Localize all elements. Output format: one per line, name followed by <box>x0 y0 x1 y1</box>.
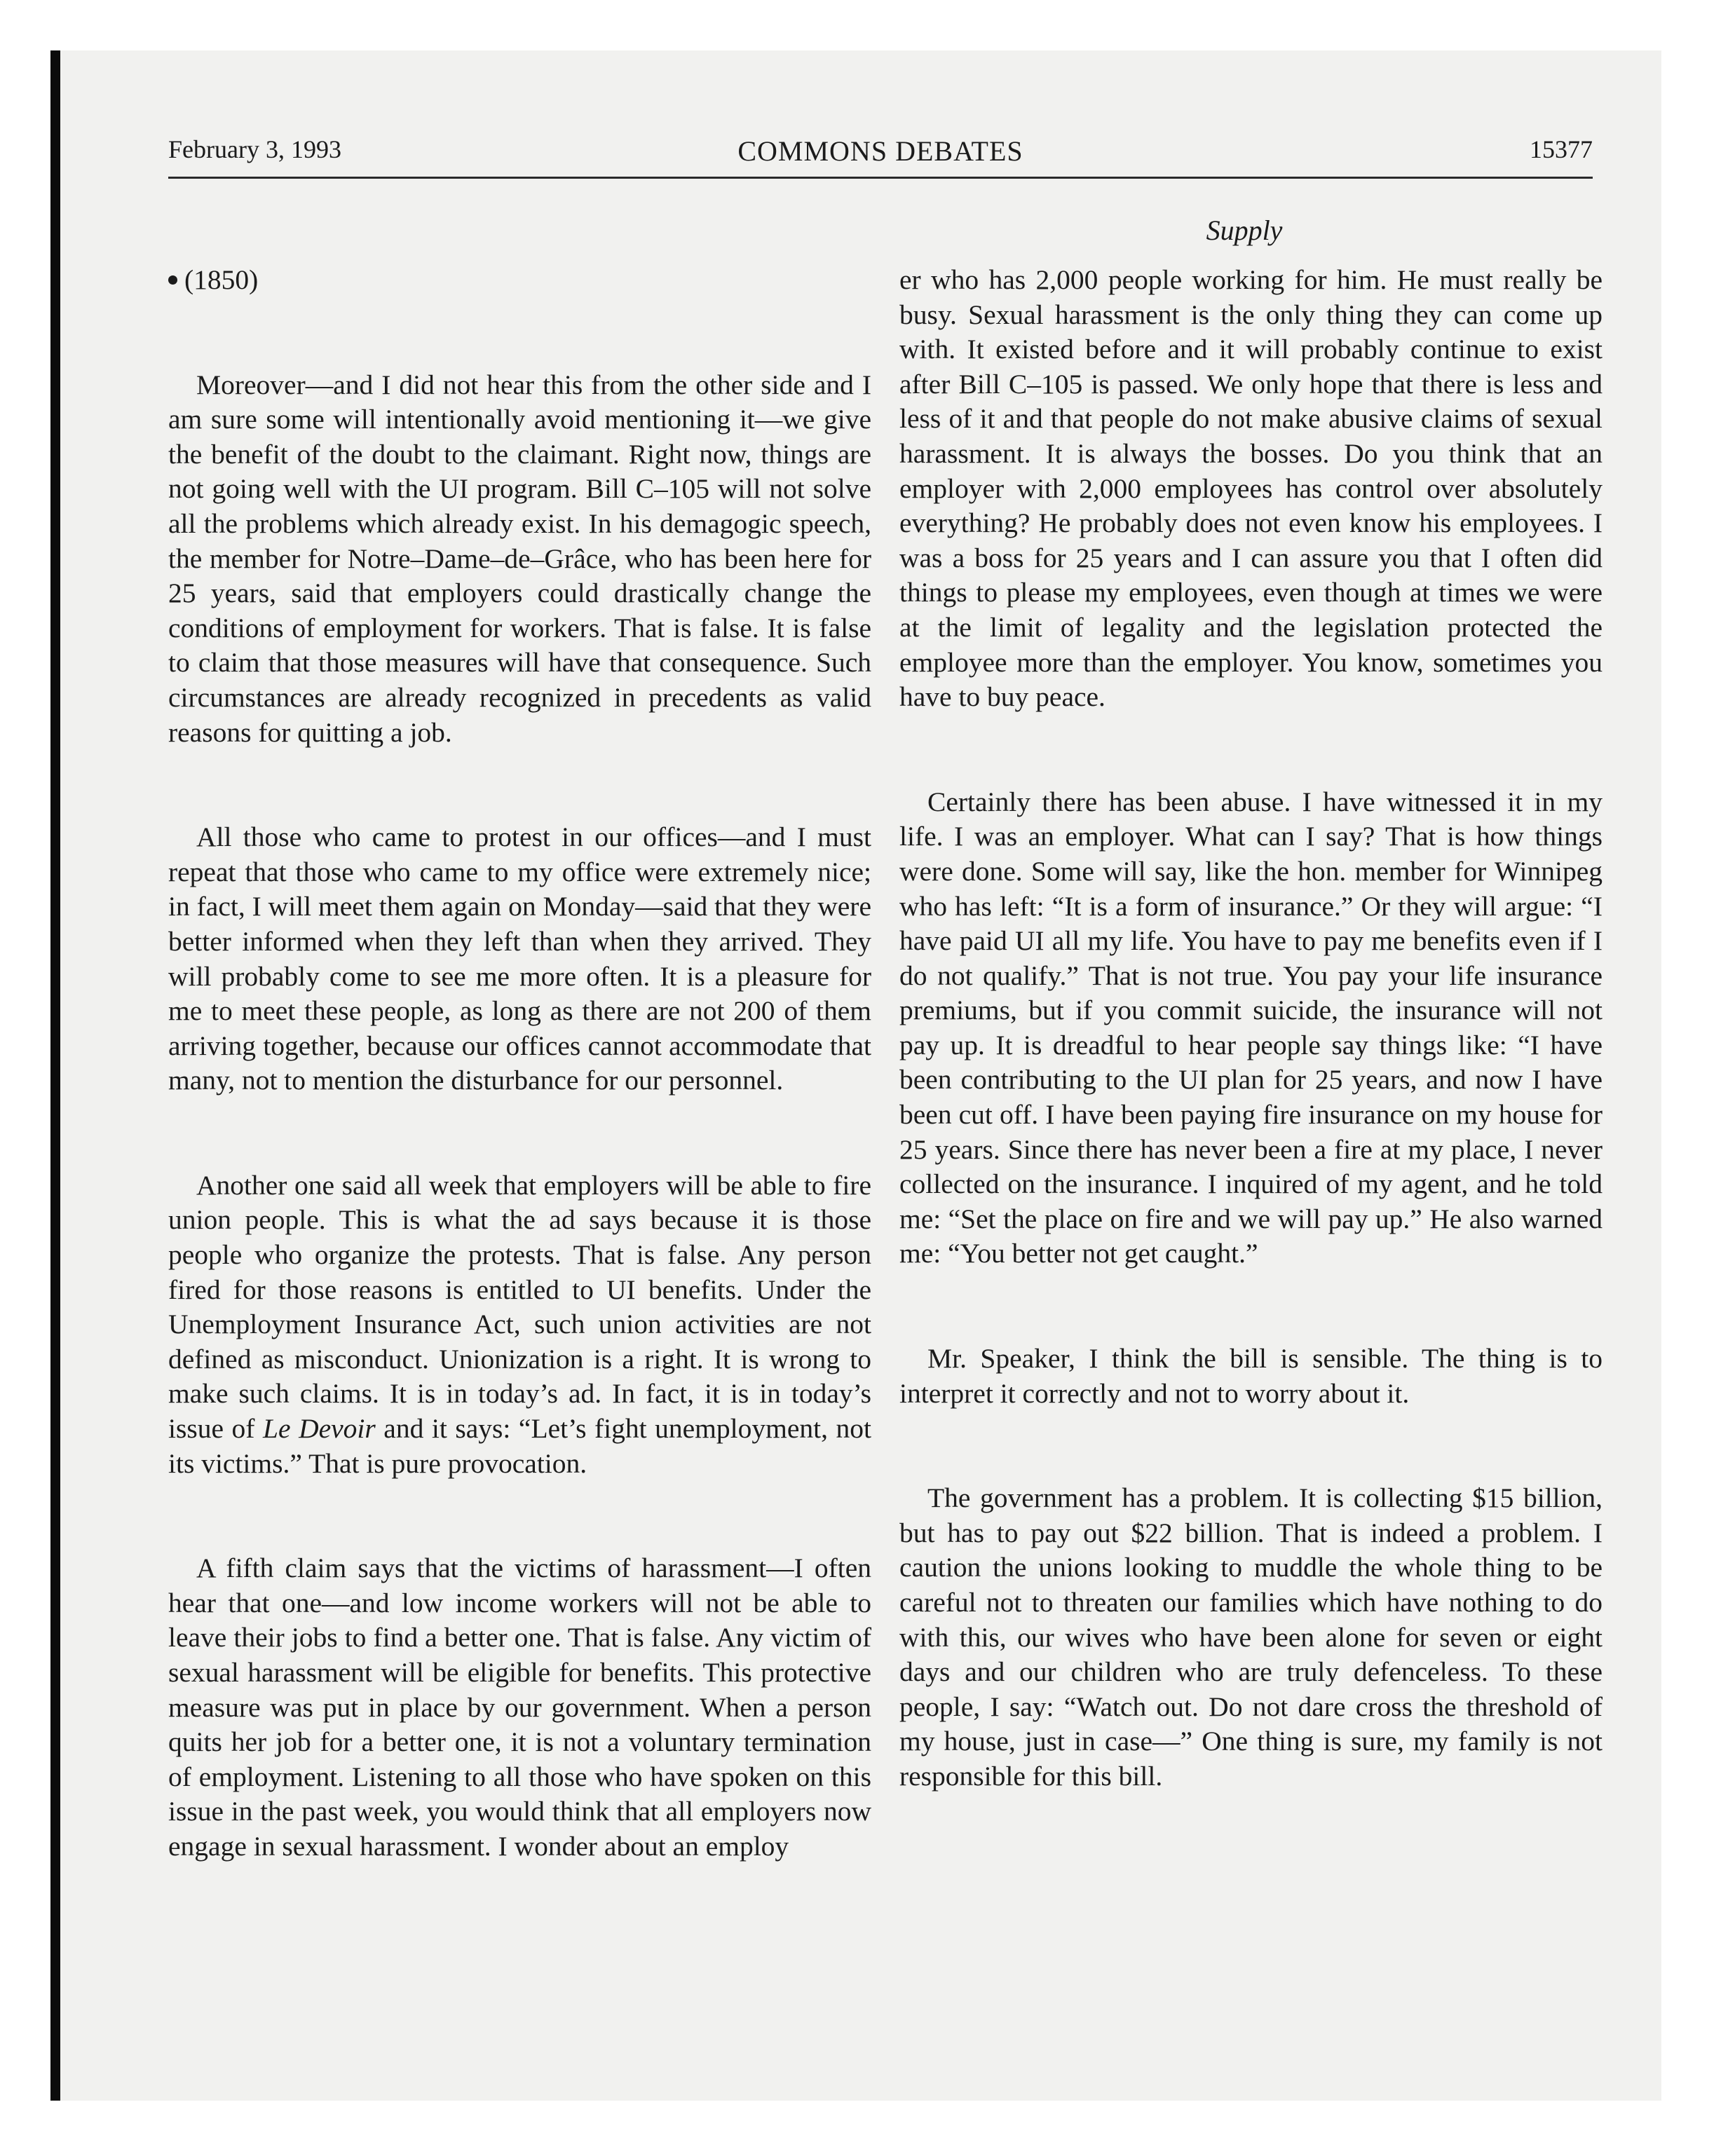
paragraph: Mr. Speaker, I think the bill is sensible. The thing is to interpret it correctly and not to worry about it. <box>899 1343 1603 1409</box>
header-date: February 3, 1993 <box>168 135 341 163</box>
paragraph-text: and it says: “Let’s fight unemployment, not its victims.” That is pure provocation. <box>168 1413 871 1479</box>
paragraph: All those who came to protest in our offices—and I must repeat that those who came to my office were extremely nice; in fact, I will meet them again on Monday—said that they were better informed when they left than when they arrived. They will probably come to see me more often. It is a pleasure for me to meet these people, as long as there are not 200 of them arriving together, because our offices cannot accommodate that many, not to mention the disturbance for our personnel. <box>168 821 871 1096</box>
paragraph: The government has a problem. It is collecting $15 billion, but has to pay out $22 billion. That is indeed a problem. I caution the unions looking to muddle the whole thing to be careful not to threaten our families which have nothing to do with this, our wives who have been alone for seven or eight days and our children who are truly defenceless. To these people, I say: “Watch out. Do not dare cross the threshold of my house, just in case—” One thing is sure, my family is not responsible for this bill. <box>899 1482 1603 1792</box>
bullet-icon <box>168 275 177 285</box>
timestamp-marker <box>168 263 871 298</box>
section-title: Supply <box>1206 214 1283 246</box>
newspaper-title: Le Devoir <box>263 1413 376 1445</box>
paragraph-continuation: er who has 2,000 people working for him. He must really be busy. Sexual harassment is the only thing they can come up with. It existed before and it will probably continue to exist after Bill C–105 is passed. We only hope that there is less and less of it and that people do not make abusive claims of sexual harassment. It is always the bosses. Do you think that an employer with 2,000 employees has control over absolutely everything? He probably does not even know his employees. I was a boss for 25 years and I can assure you that I often did things to please my employees, even though at times we were at the limit of legality and the legislation protected the employee more than the employer. You know, sometimes you have to buy peace. <box>899 264 1603 713</box>
scan-edge-shadow <box>50 50 60 2101</box>
paragraph: A fifth claim says that the victims of harassment—I often hear that one—and low income workers will not be able to leave their jobs to find a better one. That is false. Any victim of sexual harassment will be eligible for benefits. This protective measure was put in place by our government. When a person quits her job for a better one, it is not a voluntary termination of employment. Listening to all those who have spoken on this issue in the past week, you would think that all employers now engage in sexual harassment. I wonder about an employ <box>168 1553 871 1862</box>
header-publication-title: COMMONS DEBATES <box>737 135 1023 167</box>
paragraph-text: Another one said all week that employers will be able to fire union people. This is what the ad says because it is those people who organize the protests. That is false. Any person fired for those reasons is entitled to UI benefits. Under the Unemployment Insurance Act, such union activities are not defined as misconduct. Unionization is a right. It is wrong to make such claims. It is in today’s ad. In fact, it is in today’s issue of <box>168 1169 871 1445</box>
page-header <box>168 135 1593 179</box>
timestamp-text: (1850) <box>184 264 259 295</box>
left-column <box>168 263 871 1864</box>
header-page-number: 15377 <box>1530 135 1593 163</box>
paragraph: Certainly there has been abuse. I have witnessed it in my life. I was an employer. What can I say? That is how things were done. Some will say, like the hon. member for Winnipeg who has left: “It is a form of insurance.” Or they will argue: “I have paid UI all my life. You have to pay me benefits even if I do not qualify.” That is not true. You pay your life insurance premiums, but if you commit suicide, the insurance will not pay up. It is dreadful to hear people say things like: “I have been contributing to the UI plan for 25 years, and now I have been cut off. I have been paying fire insurance on my house for 25 years. Since there has never been a fire at my place, I never collected on the insurance. I inquired of my agent, and he told me: “Set the place on fire and we will pay up.” He also warned me: “You better not get caught.” <box>899 786 1603 1269</box>
paragraph: Moreover—and I did not hear this from the other side and I am sure some will intentionally avoid mentioning it—we give the benefit of the doubt to the claimant. Right now, things are not going well with the UI program. Bill C–105 will not solve all the problems which already exist. In his demagogic speech, the member for Notre–Dame–de–Grâce, who has been here for 25 years, said that employers could drastically change the conditions of employment for workers. That is false. It is false to claim that those measures will have that consequence. Such circumstances are already recognized in precedents as valid reasons for quitting a job. <box>168 369 871 748</box>
paragraph <box>168 1168 871 1481</box>
right-column <box>899 263 1603 1794</box>
